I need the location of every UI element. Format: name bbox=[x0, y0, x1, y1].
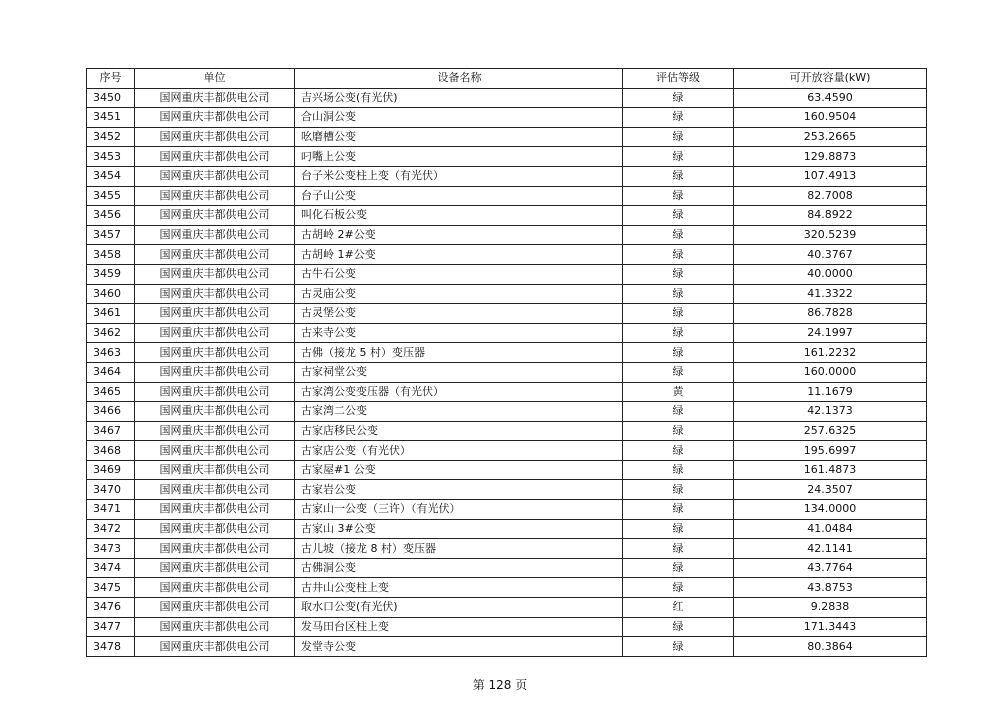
cell-device-name: 古灵庙公变 bbox=[295, 284, 623, 304]
cell-serial: 3466 bbox=[87, 402, 135, 422]
cell-capacity: 63.4590 bbox=[734, 88, 927, 108]
table-row bbox=[87, 127, 927, 147]
cell-device-name: 古家屋#1 公变 bbox=[295, 460, 623, 480]
cell-grade: 绿 bbox=[623, 402, 734, 422]
cell-device-name: 古灵堡公变 bbox=[295, 304, 623, 324]
cell-capacity: 195.6997 bbox=[734, 441, 927, 461]
table-row bbox=[87, 539, 927, 559]
table-row bbox=[87, 617, 927, 637]
cell-unit: 国网重庆丰都供电公司 bbox=[135, 421, 295, 441]
cell-unit: 国网重庆丰都供电公司 bbox=[135, 441, 295, 461]
cell-unit: 国网重庆丰都供电公司 bbox=[135, 558, 295, 578]
cell-serial: 3471 bbox=[87, 500, 135, 520]
cell-serial: 3456 bbox=[87, 206, 135, 226]
cell-capacity: 82.7008 bbox=[734, 186, 927, 206]
table-row bbox=[87, 500, 927, 520]
cell-serial: 3453 bbox=[87, 147, 135, 167]
table-row bbox=[87, 578, 927, 598]
cell-serial: 3461 bbox=[87, 304, 135, 324]
table-row bbox=[87, 480, 927, 500]
column-header-grade: 评估等级 bbox=[623, 69, 734, 89]
cell-device-name: 古家岩公变 bbox=[295, 480, 623, 500]
cell-device-name: 吉兴场公变(有光伏) bbox=[295, 88, 623, 108]
cell-serial: 3468 bbox=[87, 441, 135, 461]
cell-serial: 3467 bbox=[87, 421, 135, 441]
table-row bbox=[87, 186, 927, 206]
cell-serial: 3459 bbox=[87, 264, 135, 284]
table-row bbox=[87, 460, 927, 480]
cell-grade: 绿 bbox=[623, 343, 734, 363]
table-row bbox=[87, 558, 927, 578]
cell-device-name: 古牛石公变 bbox=[295, 264, 623, 284]
cell-unit: 国网重庆丰都供电公司 bbox=[135, 108, 295, 128]
cell-unit: 国网重庆丰都供电公司 bbox=[135, 500, 295, 520]
cell-capacity: 42.1373 bbox=[734, 402, 927, 422]
cell-grade: 绿 bbox=[623, 264, 734, 284]
table-row bbox=[87, 382, 927, 402]
cell-grade: 绿 bbox=[623, 539, 734, 559]
cell-serial: 3465 bbox=[87, 382, 135, 402]
cell-serial: 3472 bbox=[87, 519, 135, 539]
table-row bbox=[87, 225, 927, 245]
cell-unit: 国网重庆丰都供电公司 bbox=[135, 264, 295, 284]
cell-serial: 3455 bbox=[87, 186, 135, 206]
cell-serial: 3470 bbox=[87, 480, 135, 500]
cell-device-name: 古胡岭 2#公变 bbox=[295, 225, 623, 245]
cell-grade: 绿 bbox=[623, 323, 734, 343]
cell-grade: 绿 bbox=[623, 88, 734, 108]
cell-capacity: 160.9504 bbox=[734, 108, 927, 128]
cell-grade: 绿 bbox=[623, 578, 734, 598]
cell-capacity: 24.1997 bbox=[734, 323, 927, 343]
cell-grade: 绿 bbox=[623, 127, 734, 147]
cell-grade: 黄 bbox=[623, 382, 734, 402]
table-row bbox=[87, 441, 927, 461]
page-number: 第 128 页 bbox=[472, 678, 528, 692]
cell-serial: 3462 bbox=[87, 323, 135, 343]
table-row bbox=[87, 147, 927, 167]
cell-grade: 红 bbox=[623, 598, 734, 618]
table-row bbox=[87, 108, 927, 128]
cell-capacity: 161.4873 bbox=[734, 460, 927, 480]
cell-unit: 国网重庆丰都供电公司 bbox=[135, 402, 295, 422]
cell-serial: 3477 bbox=[87, 617, 135, 637]
cell-device-name: 叼嘴上公变 bbox=[295, 147, 623, 167]
cell-serial: 3464 bbox=[87, 362, 135, 382]
cell-capacity: 80.3864 bbox=[734, 637, 927, 657]
cell-capacity: 42.1141 bbox=[734, 539, 927, 559]
column-header-capacity: 可开放容量(kW) bbox=[734, 69, 927, 89]
cell-grade: 绿 bbox=[623, 480, 734, 500]
cell-device-name: 古井山公变柱上变 bbox=[295, 578, 623, 598]
table-row bbox=[87, 284, 927, 304]
cell-capacity: 129.8873 bbox=[734, 147, 927, 167]
cell-unit: 国网重庆丰都供电公司 bbox=[135, 245, 295, 265]
cell-unit: 国网重庆丰都供电公司 bbox=[135, 127, 295, 147]
cell-capacity: 41.0484 bbox=[734, 519, 927, 539]
cell-unit: 国网重庆丰都供电公司 bbox=[135, 206, 295, 226]
cell-capacity: 161.2232 bbox=[734, 343, 927, 363]
cell-device-name: 古来寺公变 bbox=[295, 323, 623, 343]
cell-device-name: 取水口公变(有光伏) bbox=[295, 598, 623, 618]
cell-capacity: 320.5239 bbox=[734, 225, 927, 245]
table-row bbox=[87, 88, 927, 108]
cell-device-name: 发堂寺公变 bbox=[295, 637, 623, 657]
cell-grade: 绿 bbox=[623, 617, 734, 637]
cell-unit: 国网重庆丰都供电公司 bbox=[135, 186, 295, 206]
cell-unit: 国网重庆丰都供电公司 bbox=[135, 617, 295, 637]
cell-device-name: 古家湾二公变 bbox=[295, 402, 623, 422]
cell-unit: 国网重庆丰都供电公司 bbox=[135, 598, 295, 618]
cell-capacity: 40.3767 bbox=[734, 245, 927, 265]
table-row bbox=[87, 304, 927, 324]
cell-unit: 国网重庆丰都供电公司 bbox=[135, 166, 295, 186]
cell-device-name: 叫化石板公变 bbox=[295, 206, 623, 226]
cell-unit: 国网重庆丰都供电公司 bbox=[135, 147, 295, 167]
cell-capacity: 41.3322 bbox=[734, 284, 927, 304]
cell-capacity: 257.6325 bbox=[734, 421, 927, 441]
table-row bbox=[87, 402, 927, 422]
cell-capacity: 253.2665 bbox=[734, 127, 927, 147]
cell-device-name: 台子米公变柱上变（有光伏） bbox=[295, 166, 623, 186]
capacity-table bbox=[86, 68, 927, 657]
table-header-row bbox=[87, 69, 927, 89]
table-row bbox=[87, 343, 927, 363]
cell-serial: 3474 bbox=[87, 558, 135, 578]
cell-device-name: 台子山公变 bbox=[295, 186, 623, 206]
cell-serial: 3457 bbox=[87, 225, 135, 245]
cell-device-name: 古家店公变（有光伏） bbox=[295, 441, 623, 461]
column-header-unit: 单位 bbox=[135, 69, 295, 89]
cell-unit: 国网重庆丰都供电公司 bbox=[135, 88, 295, 108]
table-row bbox=[87, 637, 927, 657]
cell-unit: 国网重庆丰都供电公司 bbox=[135, 362, 295, 382]
cell-capacity: 160.0000 bbox=[734, 362, 927, 382]
cell-grade: 绿 bbox=[623, 558, 734, 578]
table-row bbox=[87, 323, 927, 343]
cell-grade: 绿 bbox=[623, 304, 734, 324]
cell-serial: 3460 bbox=[87, 284, 135, 304]
cell-capacity: 134.0000 bbox=[734, 500, 927, 520]
cell-serial: 3475 bbox=[87, 578, 135, 598]
cell-unit: 国网重庆丰都供电公司 bbox=[135, 578, 295, 598]
cell-device-name: 古佛洞公变 bbox=[295, 558, 623, 578]
cell-unit: 国网重庆丰都供电公司 bbox=[135, 284, 295, 304]
table-row bbox=[87, 421, 927, 441]
cell-serial: 3450 bbox=[87, 88, 135, 108]
cell-capacity: 24.3507 bbox=[734, 480, 927, 500]
cell-unit: 国网重庆丰都供电公司 bbox=[135, 460, 295, 480]
table-row bbox=[87, 166, 927, 186]
table-row bbox=[87, 519, 927, 539]
cell-capacity: 40.0000 bbox=[734, 264, 927, 284]
table-row bbox=[87, 598, 927, 618]
cell-grade: 绿 bbox=[623, 166, 734, 186]
table-row bbox=[87, 362, 927, 382]
cell-device-name: 合山洞公变 bbox=[295, 108, 623, 128]
cell-device-name: 古家湾公变变压器（有光伏） bbox=[295, 382, 623, 402]
column-header-device-name: 设备名称 bbox=[295, 69, 623, 89]
cell-capacity: 43.7764 bbox=[734, 558, 927, 578]
cell-grade: 绿 bbox=[623, 421, 734, 441]
cell-device-name: 古家店移民公变 bbox=[295, 421, 623, 441]
cell-capacity: 86.7828 bbox=[734, 304, 927, 324]
cell-grade: 绿 bbox=[623, 284, 734, 304]
cell-serial: 3451 bbox=[87, 108, 135, 128]
table-row bbox=[87, 245, 927, 265]
cell-device-name: 古佛（接龙 5 村）变压器 bbox=[295, 343, 623, 363]
cell-unit: 国网重庆丰都供电公司 bbox=[135, 539, 295, 559]
cell-unit: 国网重庆丰都供电公司 bbox=[135, 323, 295, 343]
cell-grade: 绿 bbox=[623, 460, 734, 480]
cell-grade: 绿 bbox=[623, 147, 734, 167]
cell-device-name: 古家祠堂公变 bbox=[295, 362, 623, 382]
cell-unit: 国网重庆丰都供电公司 bbox=[135, 480, 295, 500]
cell-serial: 3452 bbox=[87, 127, 135, 147]
cell-capacity: 171.3443 bbox=[734, 617, 927, 637]
cell-grade: 绿 bbox=[623, 186, 734, 206]
cell-serial: 3469 bbox=[87, 460, 135, 480]
cell-grade: 绿 bbox=[623, 500, 734, 520]
cell-grade: 绿 bbox=[623, 637, 734, 657]
cell-unit: 国网重庆丰都供电公司 bbox=[135, 637, 295, 657]
cell-capacity: 11.1679 bbox=[734, 382, 927, 402]
cell-unit: 国网重庆丰都供电公司 bbox=[135, 343, 295, 363]
cell-capacity: 84.8922 bbox=[734, 206, 927, 226]
cell-capacity: 43.8753 bbox=[734, 578, 927, 598]
table-row bbox=[87, 206, 927, 226]
cell-grade: 绿 bbox=[623, 362, 734, 382]
cell-grade: 绿 bbox=[623, 225, 734, 245]
cell-serial: 3463 bbox=[87, 343, 135, 363]
cell-device-name: 古儿坡（接龙 8 村）变压器 bbox=[295, 539, 623, 559]
cell-unit: 国网重庆丰都供电公司 bbox=[135, 519, 295, 539]
cell-device-name: 古家山一公变（三许）（有光伏） bbox=[295, 500, 623, 520]
cell-grade: 绿 bbox=[623, 108, 734, 128]
column-header-serial: 序号 bbox=[87, 69, 135, 89]
cell-device-name: 古家山 3#公变 bbox=[295, 519, 623, 539]
cell-serial: 3476 bbox=[87, 598, 135, 618]
cell-grade: 绿 bbox=[623, 245, 734, 265]
cell-capacity: 107.4913 bbox=[734, 166, 927, 186]
cell-device-name: 吆磨槽公变 bbox=[295, 127, 623, 147]
cell-unit: 国网重庆丰都供电公司 bbox=[135, 225, 295, 245]
cell-grade: 绿 bbox=[623, 206, 734, 226]
cell-serial: 3478 bbox=[87, 637, 135, 657]
cell-unit: 国网重庆丰都供电公司 bbox=[135, 304, 295, 324]
table-row bbox=[87, 264, 927, 284]
cell-device-name: 发马田台区柱上变 bbox=[295, 617, 623, 637]
cell-serial: 3458 bbox=[87, 245, 135, 265]
cell-capacity: 9.2838 bbox=[734, 598, 927, 618]
cell-grade: 绿 bbox=[623, 519, 734, 539]
cell-device-name: 古胡岭 1#公变 bbox=[295, 245, 623, 265]
cell-serial: 3473 bbox=[87, 539, 135, 559]
cell-grade: 绿 bbox=[623, 441, 734, 461]
cell-serial: 3454 bbox=[87, 166, 135, 186]
cell-unit: 国网重庆丰都供电公司 bbox=[135, 382, 295, 402]
